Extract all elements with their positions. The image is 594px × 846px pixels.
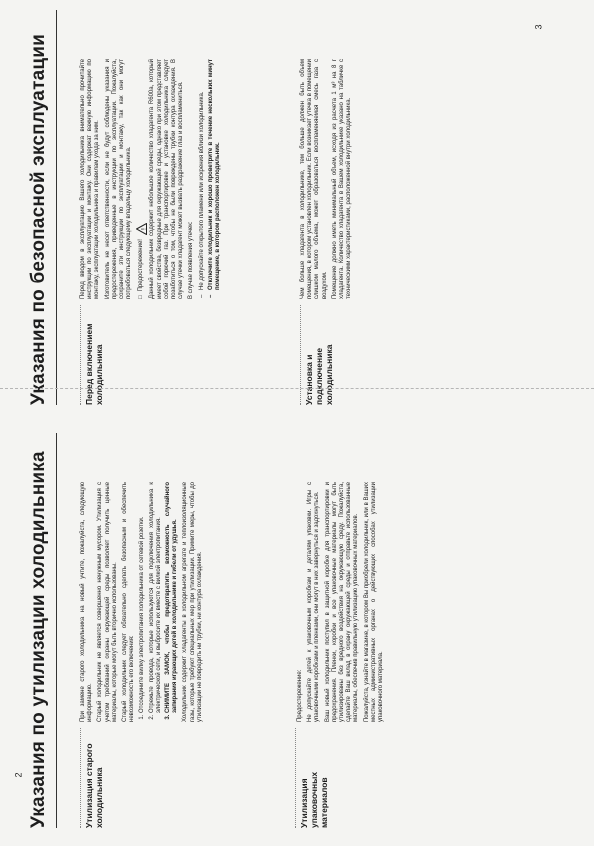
list-item: 2. Отрежьте провода, которые используются для подключения холодильника к электрической сети, и выбросите их вместе с вилкой электропитания.: [149, 482, 163, 713]
left-page-title: Указания по утилизации холодильника: [28, 451, 49, 828]
warning-label: Предостережение!: [138, 239, 145, 292]
right-page-title: Указания по безопасной эксплуатации: [28, 34, 49, 405]
section-body-packaging: [297, 482, 388, 722]
paragraph: Старый холодильник следует обязательно сделать безопасным и обеспечить невозможность его включения:: [122, 482, 136, 722]
page-number-right: 3: [533, 24, 544, 30]
warning-label: Предостережение:: [297, 669, 303, 722]
svg-text:!: !: [140, 227, 148, 231]
list-item: 1. Отсоедините вилку электропитания холодильника от сетевой розетки.: [139, 482, 146, 713]
paragraph: Изготовитель не несет ответственности, если не будут соблюдены указания и предостережения, приведенные в инструкции по эксплуатации. Пожалуйста, сохраните эти инструкции по эксплуатации и монтажу, так как они могут потребоваться следующему владельцу холодильника.: [104, 59, 133, 299]
left-page: [0, 423, 594, 846]
paragraph: Не допускайте детей к упаковочным коробкам и деталям упаковки. Игры с упаковочными коробками и пленками, они могут в них завернуться и задохнуться.: [307, 482, 321, 722]
disposal-steps: [139, 482, 179, 722]
section-rule: [80, 305, 82, 405]
checkbox-square-icon: □: [138, 295, 145, 299]
paragraph: Чем больше хладагента в холодильнике, тем больше должен быть объем помещения, в котором установлен холодильник. Если возникает утечка в помещении слишком малого объема, может образоваться воспламеняемая смесь газа с воздухом.: [300, 59, 328, 299]
paragraph: Ваш новый холодильник поступил в защитной коробке для транспортировки и предохранения. Пленки, коробки и все упаковочные материалы могут быть утилизированы без вредного воздействия на окружающую среду. Пожалуйста, сделайте Ваш вклад в охрану окружающей среды и отправьте использованные материалы, обеспечив правильную утилизацию упаковочных материалов.: [324, 482, 360, 722]
section-rule: [295, 728, 297, 828]
section-rule: [300, 305, 302, 405]
scan-divider: [0, 388, 594, 389]
section-body-before-start: [80, 59, 225, 299]
section-heading-old-fridge: Утилизация старого холодильника: [84, 743, 104, 828]
warning-line: [136, 59, 147, 299]
title-rule: [56, 433, 57, 828]
paragraph: Пожалуйста, узнайте в магазине, в котором Вы приобрели холодильник, или в Ваших местных административных органах о действующих способах утилизации упаковочного материала.: [363, 482, 385, 722]
section-rule: [80, 728, 82, 828]
paragraph: В случае появления утечек:: [188, 221, 195, 299]
paragraph: Помещение должно иметь минимальный объем, исходя из расчета 1 м³ на 8 г хладагента. Количество хладагента в Вашем холодильнике указано на табличке с техническими характеристиками, расположенной внутри холодильника.: [331, 59, 353, 299]
list-item: – Не допускайте открытого пламени или искрения вблизи холодильника.: [199, 59, 206, 290]
list-item: – Отключите холодильник и хорошо проветрите в течение нескольких минут помещение, в котором расположен холодильник.: [208, 59, 222, 290]
paragraph: Старый холодильник не является совершенно ненужным мусором. Утилизация с учетом требований охраны окружающей среды позволяет получить ценные материалы, которые могут быть вторично использованы.: [97, 482, 118, 722]
title-rule: [56, 10, 57, 405]
paragraph: При замене старого холодильника на новый учтите, пожалуйста, следующую информацию.: [80, 482, 94, 722]
section-heading-packaging: Утилизация упаковочных материалов: [299, 771, 329, 828]
section-body-installation: [300, 59, 356, 299]
section-heading-before-start: Перед включением холодильника: [84, 323, 104, 405]
leak-steps: [199, 59, 223, 299]
page-number-left: 2: [13, 772, 24, 778]
paragraph: Холодильник содержит хладагенты в холодильном агрегате и теплоизоляционные газы, которые требуют специальных мер при утилизации. Примите меры, чтобы до утилизации не повредить ни трубки, ни контура охлаждения.: [182, 482, 203, 722]
warning-triangle-icon: [136, 223, 147, 235]
section-body-old-fridge: [80, 482, 207, 722]
paragraph: Данный холодильник содержит небольшое количество хладагента R600a, который имеет свойства, безвредные для окружающей среды, однако при этом представляет собой горючий газ. При транспортировке и установке холодильника следует позаботиться о том, чтобы не были повреждены трубки контура охлаждения. В случае утечки хладагент может вызвать раздражение глаз и воспламениться.: [149, 59, 185, 299]
section-heading-installation: Установка и подключение холодильника: [304, 344, 334, 405]
list-item: 3. СНИМИТЕ ЗАМОК, чтобы предотвратить возможность случайного запирания играющих детей в холодильнике и гибели от удушья.: [165, 482, 179, 713]
paragraph: Перед вводом в эксплуатацию Вашего холодильника внимательно прочитайте инструкции по эксплуатации и монтажу. Они содержат важную информацию по монтажу, эксплуатации холодильника и правилам ухода за ним.: [80, 59, 101, 299]
